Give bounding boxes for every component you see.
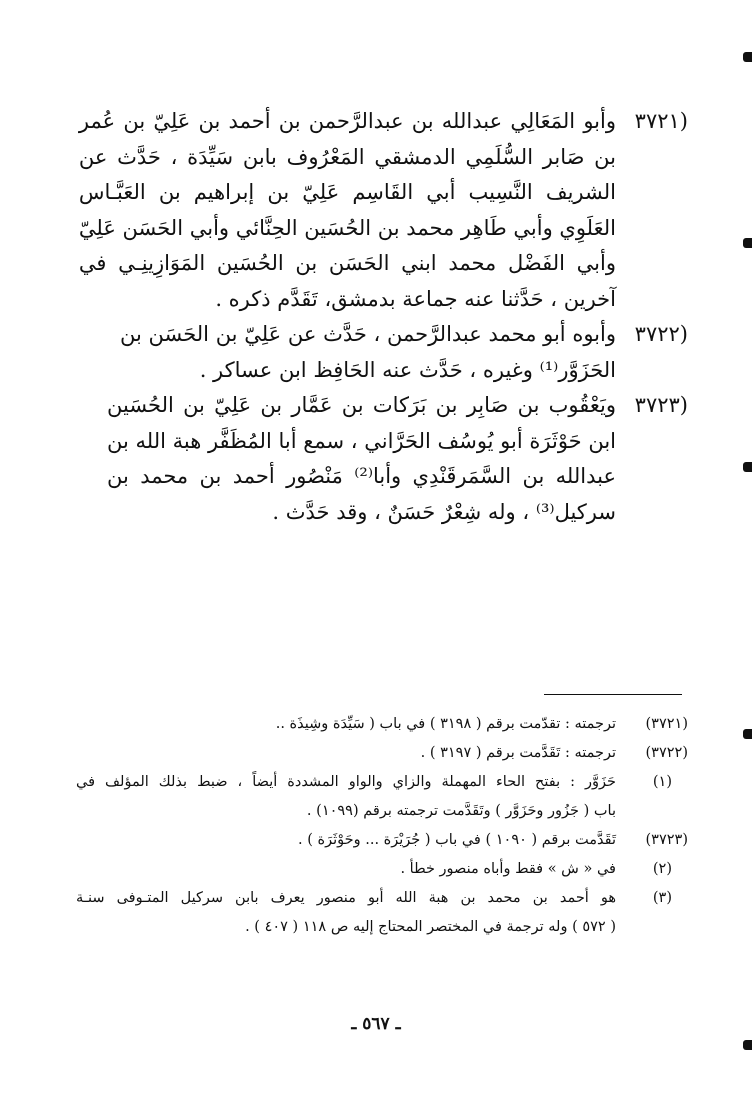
- footnote-body: [76, 739, 616, 768]
- entry-body: [107, 388, 616, 530]
- footnote-3723: [76, 826, 688, 855]
- text-line: آخرين ، حَدَّثنا عنه جماعة بدمشق، تَقَدَّم ذكره .: [215, 286, 616, 311]
- footnote-1: [76, 768, 688, 826]
- footnote-line: في « ش » فقط وأباه منصور خطأ .: [400, 861, 616, 877]
- footnote-line: حَزَوَّر : بفتح الحاء المهملة والزاي والواو المشددة أيضاً ، ضبط بذلك المؤلف في: [76, 774, 616, 790]
- entry-number: (٣٧٢٢: [634, 322, 688, 346]
- text-line: الشريف النَّسِيب أبي القَاسِم عَلِيّ بن إبراهيم بن العَبَّـاس: [78, 180, 616, 204]
- footnote-body: [76, 884, 616, 942]
- text-line: عبدالله بن السَّمَرقَنْدِي وأبا⁽²⁾ مَنْصُور أحمد بن محمد بن: [107, 464, 616, 488]
- page-number: ـ ٥٦٧ ـ: [351, 1014, 401, 1034]
- footnote-body: [76, 855, 616, 884]
- footnote-2: [76, 855, 688, 884]
- text-line: العَلَوِي وأبي طَاهِر محمد بن الحُسَين الحِنَّائي وأبي الحَسَن عَلِيّ: [78, 215, 616, 240]
- text-line: الحَزَوَّر⁽¹⁾ وغيره ، حَدَّث عنه الحَافِظ ابن عساكر .: [199, 357, 616, 382]
- footnote-number: (١): [652, 774, 672, 790]
- edge-mark-5: [743, 1040, 752, 1050]
- footnote-body: [76, 826, 616, 855]
- footnote-body: [76, 710, 616, 739]
- entry-number: (٣٧٢٣: [634, 393, 688, 417]
- footnotes: [76, 710, 688, 942]
- text-line: ويَعْقُوب بن صَابِر بن بَرَكات بن عَمَّار بن عَلِيّ بن الحُسَين: [107, 393, 616, 417]
- footnote-separator: [544, 694, 682, 695]
- edge-mark-1: [743, 52, 752, 62]
- edge-mark-3: [743, 462, 752, 472]
- entry-3723: [107, 388, 688, 530]
- text-line: ابن حَوْثَرَة أبو يُوسُف الحَرَّاني ، سمع أبا المُظَفَّر هبة الله بن: [107, 428, 616, 453]
- text-line: سركيل⁽³⁾ ، وله شِعْرٌ حَسَنٌ ، وقد حَدَّث .: [272, 499, 616, 524]
- footnote-number: (٣٧٢٣): [645, 832, 688, 848]
- footnote-number: (٢): [652, 861, 672, 877]
- footnote-line: هو أحمد بن محمد بن هبة الله أبو منصور يعرف بابن سركيل المتـوفى سنـة: [76, 890, 616, 906]
- text-line: بن صَابر السُّلَمِي الدمشقي المَعْرُوف بابن سَيِّدَة ، حَدَّث عن: [78, 144, 616, 169]
- footnote-line: ترجمته : تَقَدَّمت برقم ( ٣١٩٧ ) .: [420, 745, 616, 761]
- footnote-3722: [76, 739, 688, 768]
- footnote-line: تَقَدَّمت برقم ( ١٠٩٠ ) في باب ( جُرَيْرَة ... وحَوْثَرَة ) .: [298, 832, 616, 848]
- footnote-3: [76, 884, 688, 942]
- footnote-body: [76, 768, 616, 826]
- edge-mark-4: [743, 729, 752, 739]
- text-line: وأبوه أبو محمد عبدالرَّحمن ، حَدَّث عن عَلِيّ بن الحَسَن بن: [120, 322, 616, 346]
- footnote-number: (٣٧٢١): [645, 716, 688, 732]
- text-line: وأبي الفَضْل محمد ابني الحَسَن بن الحُسَين المَوَازِينِـي في: [78, 251, 616, 275]
- text-line: وأبو المَعَالِي عبدالله بن عبدالرَّحمن بن أحمد بن عَلِيّ بن عُمر: [78, 109, 616, 133]
- footnote-number: (٣): [652, 890, 672, 906]
- entry-body: [120, 317, 616, 388]
- entry-3722: [120, 317, 688, 388]
- footnote-number: (٣٧٢٢): [645, 745, 688, 761]
- footnote-line: ترجمته : تقدّمت برقم ( ٣١٩٨ ) في باب ( سَيِّدَة وشِيذَة ..: [275, 716, 616, 732]
- footnote-line: باب ( جَزُور وحَزَوَّر ) وتَقَدَّمت ترجمته برقم (١٠٩٩) .: [306, 803, 616, 819]
- edge-mark-2: [743, 238, 752, 248]
- entry-3721: [78, 104, 688, 317]
- main-text: [78, 104, 688, 530]
- entry-body: [79, 104, 616, 317]
- footnote-line: ( ٥٧٢ ) وله ترجمة في المختصر المحتاج إليه ص ١١٨ ( ٤٠٧ ) .: [245, 919, 616, 935]
- entry-number: (٣٧٢١: [634, 109, 688, 133]
- footnote-3721: [76, 710, 688, 739]
